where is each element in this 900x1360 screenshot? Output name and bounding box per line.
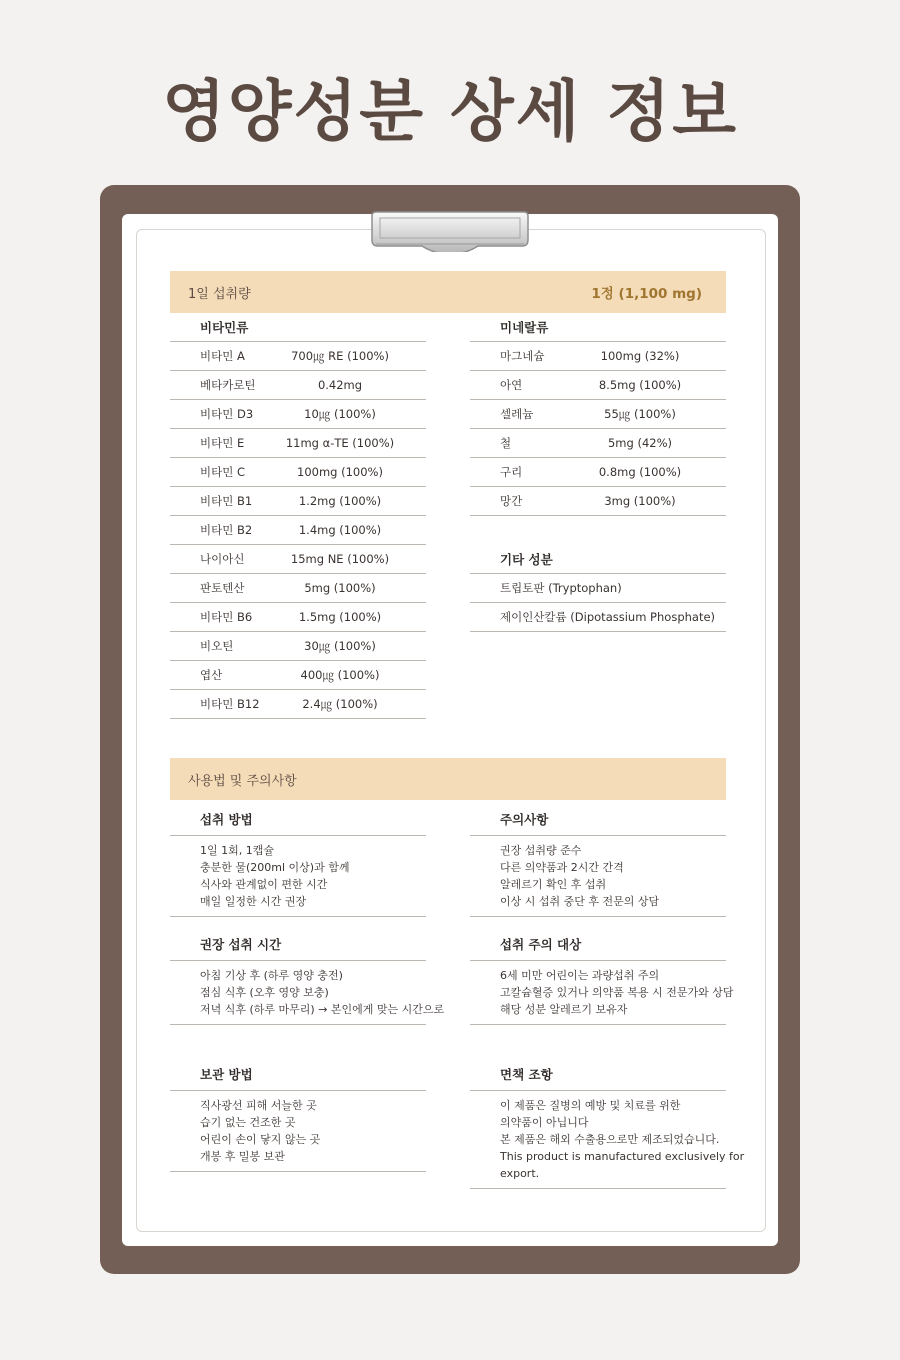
caution-heading: 주의사항 [470, 802, 726, 836]
table-row [170, 603, 426, 632]
table-row [170, 661, 426, 690]
ingredient-name: 트립토판 (Tryptophan) [500, 581, 622, 595]
time-heading: 권장 섭취 시간 [170, 927, 426, 961]
table-row [470, 400, 726, 429]
storage-heading: 보관 방법 [170, 1057, 426, 1091]
nutrient-name: 비타민 B1 [200, 494, 253, 508]
text-line: 개봉 후 밀봉 보관 [200, 1150, 285, 1163]
usage-band [170, 758, 726, 800]
text-line: 다른 의약품과 2시간 간격 [500, 861, 624, 874]
text-line: 해당 성분 알레르기 보유자 [500, 1003, 628, 1016]
nutrient-name: 셀레늄 [500, 407, 534, 421]
text-line: 1일 1회, 1캡슐 [200, 844, 274, 857]
nutrient-name: 비타민 B2 [200, 523, 253, 537]
nutrient-name: 비타민 E [200, 436, 245, 450]
method-heading: 섭취 방법 [170, 802, 426, 836]
table-row [170, 545, 426, 574]
text-line: 이상 시 섭취 중단 후 전문의 상담 [500, 895, 660, 908]
table-row [470, 487, 726, 516]
nutrient-value: 10㎍ (100%) [304, 407, 376, 421]
nutrient-value: 8.5mg (100%) [598, 378, 682, 392]
nutrient-name: 망간 [500, 494, 523, 508]
nutrient-value: 100mg (32%) [600, 349, 680, 363]
text-line: 저녁 식후 (하루 마무리) → 본인에게 맞는 시간으로 [200, 1003, 445, 1016]
minerals-heading: 미네랄류 [470, 313, 726, 342]
others-table [470, 545, 726, 632]
text-line: 매일 일정한 시간 권장 [200, 895, 307, 908]
text-line: 충분한 물(200ml 이상)과 함께 [200, 861, 350, 874]
table-row [170, 632, 426, 661]
table-row [170, 487, 426, 516]
page-title: 영양성분 상세 정보 [161, 73, 738, 150]
nutrient-value: 700㎍ RE (100%) [291, 349, 389, 363]
nutrient-name: 엽산 [200, 668, 223, 682]
table-row [170, 516, 426, 545]
nutrient-name: 구리 [500, 465, 523, 479]
caution-section [470, 802, 726, 917]
nutrient-value: 30㎍ (100%) [304, 639, 376, 653]
nutrient-value: 0.42mg [317, 378, 363, 392]
text-line: 본 제품은 해외 수출용으로만 제조되었습니다. [500, 1133, 720, 1146]
text-line: 점심 식후 (오후 영양 보충) [200, 986, 329, 999]
storage-body [170, 1091, 426, 1172]
nutrient-name: 마그네슘 [500, 349, 545, 363]
intake-label: 1일 섭취량 [188, 286, 251, 302]
text-line: 직사광선 피해 서늘한 곳 [200, 1099, 317, 1112]
nutrient-value: 15mg NE (100%) [290, 552, 390, 566]
table-row [170, 429, 426, 458]
intake-value: 1정 (1,100 mg) [591, 286, 702, 302]
text-line: 아침 기상 후 (하루 영양 충전) [200, 969, 343, 982]
usage-label: 사용법 및 주의사항 [188, 773, 297, 789]
time-body [170, 961, 445, 1025]
nutrient-value: 5mg (42%) [607, 436, 672, 450]
nutrient-value: 55㎍ (100%) [604, 407, 676, 421]
table-row [170, 342, 426, 371]
text-line: 어린이 손이 닿지 않는 곳 [200, 1133, 321, 1146]
target-body [470, 961, 734, 1025]
nutrient-name: 비타민 B12 [200, 697, 260, 711]
table-row [470, 371, 726, 400]
text-line: This product is manufactured exclusively for [500, 1150, 745, 1163]
target-heading: 섭취 주의 대상 [470, 927, 726, 961]
disclaimer-heading: 면책 조항 [470, 1057, 726, 1091]
text-line: 6세 미만 어린이는 과량섭취 주의 [500, 969, 660, 982]
text-line: export. [500, 1167, 540, 1180]
nutrient-name: 비타민 D3 [200, 407, 254, 421]
text-line: 이 제품은 질병의 예방 및 치료를 위한 [500, 1099, 681, 1112]
table-row [470, 458, 726, 487]
nutrient-value: 400㎍ (100%) [300, 668, 380, 682]
table-row [170, 690, 426, 719]
vitamins-heading: 비타민류 [170, 313, 426, 342]
table-row [170, 458, 426, 487]
nutrient-value: 3mg (100%) [604, 494, 676, 508]
time-section [170, 927, 445, 1025]
nutrient-name: 베타카로틴 [200, 378, 256, 392]
nutrient-name: 비오틴 [200, 639, 234, 653]
caution-body [470, 836, 726, 917]
text-line: 습기 없는 건조한 곳 [200, 1116, 296, 1129]
nutrient-value: 11mg α-TE (100%) [285, 436, 395, 450]
method-section [170, 802, 426, 917]
intake-band [170, 271, 726, 313]
ingredient-name: 제이인산칼륨 (Dipotassium Phosphate) [500, 610, 716, 624]
nutrient-value: 1.4mg (100%) [298, 523, 382, 537]
nutrient-name: 철 [500, 436, 512, 450]
text-line: 의약품이 아닙니다 [500, 1116, 589, 1129]
table-row [170, 371, 426, 400]
nutrient-name: 비타민 C [200, 465, 246, 479]
table-row [470, 574, 726, 603]
table-row [170, 574, 426, 603]
table-row [470, 342, 726, 371]
nutrient-value: 100mg (100%) [297, 465, 383, 479]
others-heading: 기타 성분 [470, 545, 726, 574]
clip-icon [370, 206, 530, 252]
table-row [470, 429, 726, 458]
nutrient-value: 5mg (100%) [304, 581, 376, 595]
nutrient-name: 비타민 A [200, 349, 245, 363]
text-line: 알레르기 확인 후 섭취 [500, 878, 607, 891]
nutrient-value: 2.4㎍ (100%) [302, 697, 378, 711]
vitamins-table [170, 313, 426, 719]
disclaimer-section [470, 1057, 745, 1189]
nutrient-value: 0.8mg (100%) [598, 465, 682, 479]
method-body [170, 836, 426, 917]
disclaimer-body [470, 1091, 745, 1189]
nutrient-name: 아연 [500, 378, 523, 392]
table-row [470, 603, 726, 632]
nutrient-value: 1.2mg (100%) [298, 494, 382, 508]
text-line: 권장 섭취량 준수 [500, 844, 582, 857]
storage-section [170, 1057, 426, 1172]
target-section [470, 927, 734, 1025]
nutrient-name: 나이아신 [200, 552, 245, 566]
table-row [170, 400, 426, 429]
text-line: 고칼슘혈증 있거나 의약품 복용 시 전문가와 상담 [500, 986, 734, 999]
nutrient-value: 1.5mg (100%) [298, 610, 382, 624]
nutrient-name: 비타민 B6 [200, 610, 253, 624]
minerals-table [470, 313, 726, 516]
text-line: 식사와 관계없이 편한 시간 [200, 878, 328, 891]
nutrient-name: 판토텐산 [200, 581, 245, 595]
